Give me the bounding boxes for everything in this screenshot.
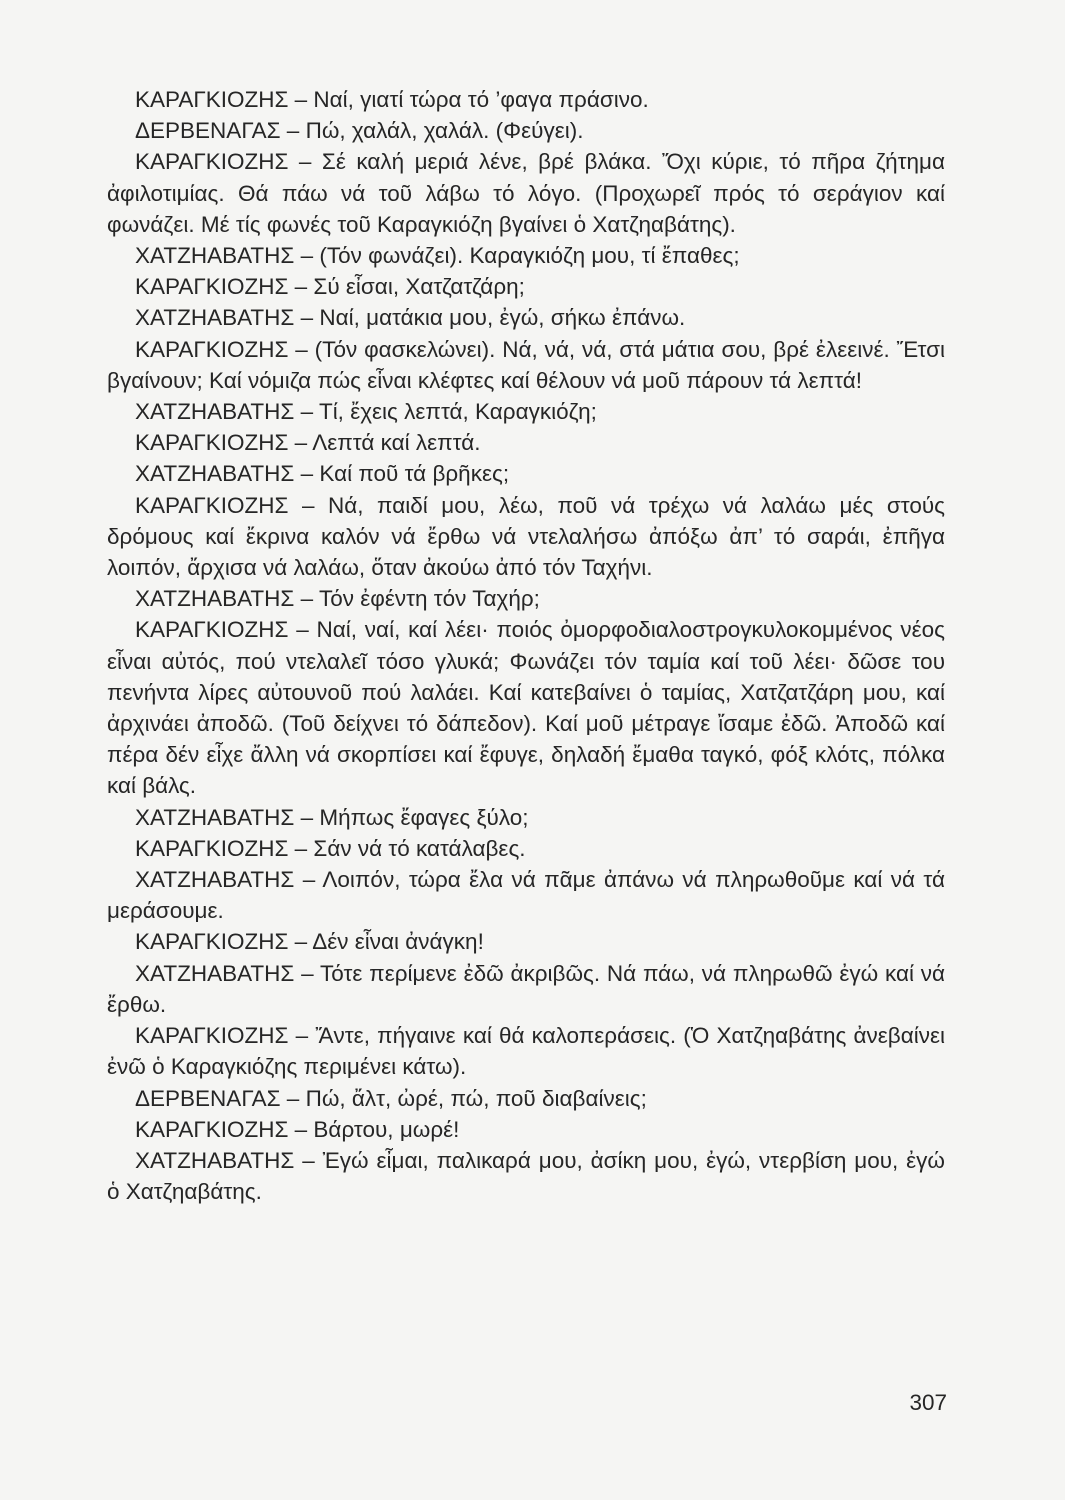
dialogue-line: ΔΕΡΒΕΝΑΓΑΣ – Πώ, χαλάλ, χαλάλ. (Φεύγει). — [135, 118, 584, 144]
dialogue-line: ΚΑΡΑΓΚΙΟΖΗΣ – Δέν εἶναι ἀνάγκη! — [135, 929, 484, 955]
dialogue-line: ΧΑΤΖΗΑΒΑΤΗΣ – Τόν ἐφέντη τόν Ταχήρ; — [135, 586, 540, 612]
dialogue-line: ΔΕΡΒΕΝΑΓΑΣ – Πώ, ἄλτ, ὠρέ, πώ, ποῦ διαβαίνεις; — [135, 1085, 647, 1111]
dialogue-line: ΧΑΤΖΗΑΒΑΤΗΣ – Ναί, ματάκια μου, ἐγώ, σήκω ἐπάνω. — [135, 305, 686, 331]
dialogue-line: ΚΑΡΑΓΚΙΟΖΗΣ – Σύ εἶσαι, Χατζατζάρη; — [135, 274, 525, 300]
dialogue-line: ΚΑΡΑΓΚΙΟΖΗΣ – Ναί, ναί, καί λέει· ποιός ὀμορφοδιαλοστρογκυλοκομμένος νέος εἶναι αὐτός, πού ντελαλεῖ τόσο γλυκά; Φωνάζει τόν ταμία καί τοῦ λέει· δῶσε του πενήντα λίρες αὐτουνοῦ πού λαλάει. Καί κατεβαίνει ὁ ταμίας, Χατζατζάρη μου, καί ἀρχινάει ἀποδῶ. (Τοῦ δείχνει τό δάπεδον). Καί μοῦ μέτραγε ἴσαμε ἐδῶ. Ἀποδῶ καί πέρα δέν εἶχε ἄλλη νά σκορπίσει καί ἔφυγε, δηλαδή ἔμαθα ταγκό, φόξ κλότς, πόλκα καί βάλς. — [107, 617, 945, 799]
dialogue-line: ΧΑΤΖΗΑΒΑΤΗΣ – Τί, ἔχεις λεπτά, Καραγκιόζη; — [135, 399, 597, 425]
dialogue-line: ΧΑΤΖΗΑΒΑΤΗΣ – Καί ποῦ τά βρῆκες; — [135, 461, 510, 487]
dialogue-line: ΚΑΡΑΓΚΙΟΖΗΣ – Σέ καλή μεριά λένε, βρέ βλάκα. Ὄχι κύριε, τό πῆρα ζήτημα ἀφιλοτιμίας. Θά πάω νά τοῦ λάβω τό λόγο. (Προχωρεῖ πρός τό σεράγιον καί φωνάζει. Μέ τίς φωνές τοῦ Καραγκιόζη βγαίνει ὁ Χατζηαβάτης). — [107, 149, 945, 237]
dialogue-line: ΚΑΡΑΓΚΙΟΖΗΣ – Ἄντε, πήγαινε καί θά καλοπεράσεις. (Ὁ Χατζηαβάτης ἀνεβαίνει ἐνῶ ὁ Καραγκιόζης περιμένει κάτω). — [107, 1023, 945, 1080]
dialogue-line: ΚΑΡΑΓΚΙΟΖΗΣ – Σάν νά τό κατάλαβες. — [135, 835, 526, 861]
dialogue-text — [107, 84, 945, 1207]
dialogue-line: ΧΑΤΖΗΑΒΑΤΗΣ – Μήπως ἔφαγες ξύλο; — [135, 804, 529, 830]
dialogue-line: ΧΑΤΖΗΑΒΑΤΗΣ – Ἐγώ εἶμαι, παλικαρά μου, ἀσίκη μου, ἐγώ, ντερβίση μου, ἐγώ ὁ Χατζηαβάτης. — [107, 1147, 945, 1205]
dialogue-line: ΚΑΡΑΓΚΙΟΖΗΣ – Βάρτου, μωρέ! — [135, 1116, 460, 1142]
dialogue-line: ΚΑΡΑΓΚΙΟΖΗΣ – Ναί, γιατί τώρα τό ’φαγα πράσινο. — [135, 87, 649, 112]
dialogue-line: ΧΑΤΖΗΑΒΑΤΗΣ – Λοιπόν, τώρα ἔλα νά πᾶμε ἀπάνω νά πληρωθοῦμε καί νά τά μεράσουμε. — [107, 867, 945, 924]
dialogue-line: ΚΑΡΑΓΚΙΟΖΗΣ – Νά, παιδί μου, λέω, ποῦ νά τρέχω νά λαλάω μές στούς δρόμους καί ἔκρινα καλόν νά ἔρθω νά ντελαλήσω ἀπόξω ἀπ’ τό σαράι, ἐπῆγα λοιπόν, ἄρχισα νά λαλάω, ὅταν ἀκούω ἀπό τόν Ταχήνι. — [107, 492, 945, 581]
dialogue-line: ΚΑΡΑΓΚΙΟΖΗΣ – Λεπτά καί λεπτά. — [135, 430, 481, 456]
page-number: 307 — [909, 1390, 947, 1415]
dialogue-line: ΧΑΤΖΗΑΒΑΤΗΣ – (Τόν φωνάζει). Καραγκιόζη μου, τί ἔπαθες; — [135, 243, 740, 269]
dialogue-line: ΚΑΡΑΓΚΙΟΖΗΣ – (Τόν φασκελώνει). Νά, νά, νά, στά μάτια σου, βρέ ἐλεεινέ. Ἔτσι βγαίνουν; Καί νόμιζα πώς εἶναι κλέφτες καί θέλουν νά μοῦ πάρουν τά λεπτά! — [107, 336, 945, 393]
dialogue-line: ΧΑΤΖΗΑΒΑΤΗΣ – Τότε περίμενε ἐδῶ ἀκριβῶς. Νά πάω, νά πληρωθῶ ἐγώ καί νά ἔρθω. — [107, 960, 945, 1017]
